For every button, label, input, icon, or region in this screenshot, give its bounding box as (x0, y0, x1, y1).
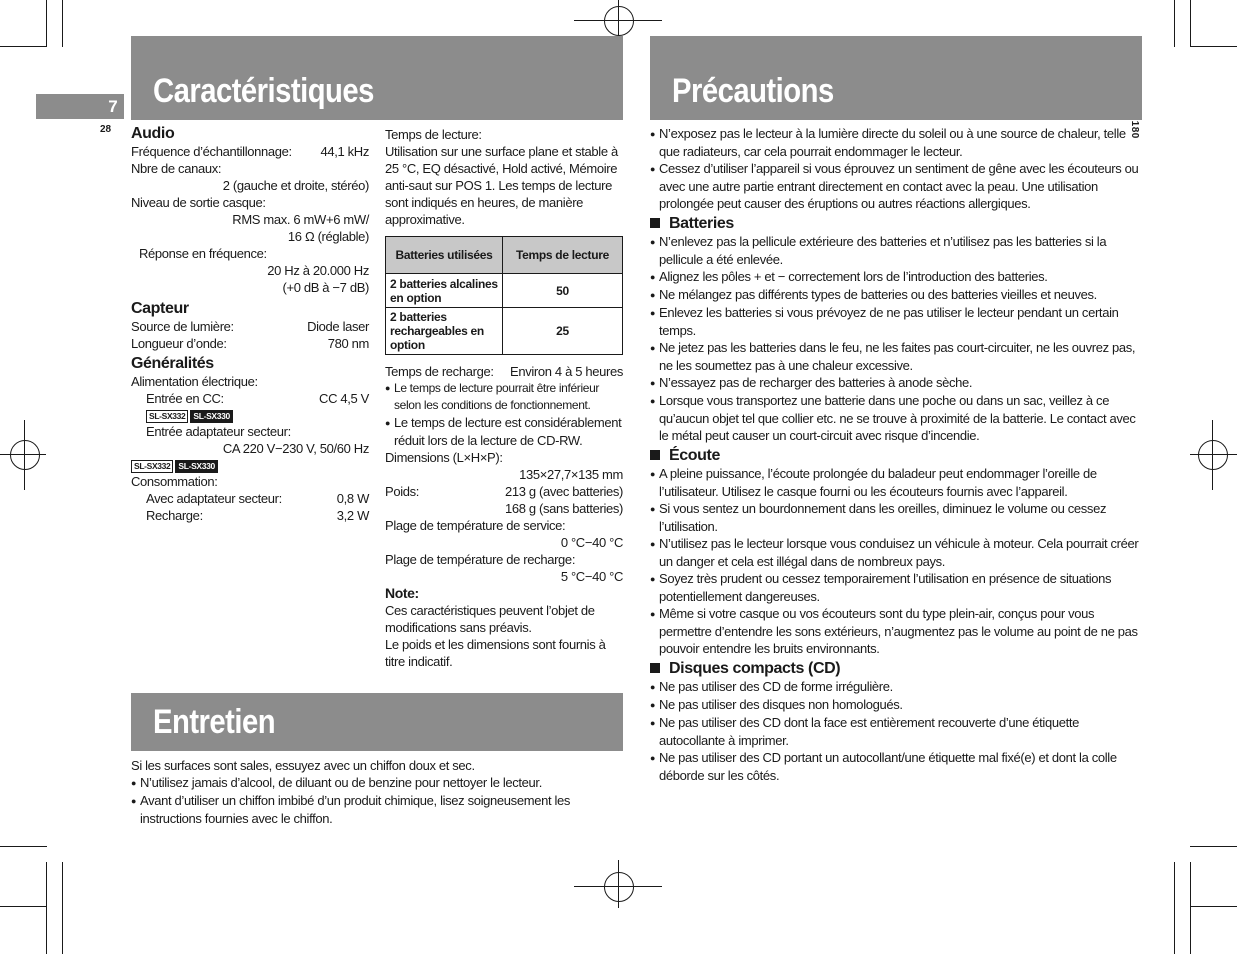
crop-mark (1190, 46, 1237, 47)
table-cell: 2 batteries rechargeables en option (386, 308, 503, 355)
spec-value: 44,1 kHz (320, 144, 369, 159)
section-title: Caractéristiques (153, 72, 374, 110)
spec-value: 5 °C−40 °C (560, 569, 623, 584)
list-item: ● Même si votre casque ou vos écouteurs sont du type plein-air, conçus pour vous permettre d’entendre les sons extérieurs, n’augmentez pas le volume au point de ne pas pouvoir entendre les bruits environnants. (650, 605, 1144, 657)
playtime-table (385, 236, 623, 355)
spec-label: Poids: (385, 484, 420, 499)
spec-label: Entrée en CC: (146, 391, 224, 406)
list-item: ● Soyez très prudent ou cessez temporairement l’utilisation en présence de situations potentiellement dangereuses. (650, 570, 1144, 605)
crop-mark (0, 906, 47, 907)
list-item: ● Cessez d’utiliser l’appareil si vous éprouvez un sentiment de gêne avec les écouteurs ou avec une autre partie entrant directement en contact avec la peau. Une utilisation prolongée peut causer des éruptions ou autres réactions allergiques. (650, 160, 1144, 212)
list-item: ● Ne pas utiliser des CD dont la face est entièrement recouverte d’une étiquette autocollante à imprimer. (650, 714, 1144, 749)
spec-value: 168 g (sans batteries) (504, 501, 623, 516)
model-tag: SL-SX330 (190, 410, 232, 423)
spec-value: 3,2 W (336, 508, 369, 523)
spec-label: Plage de température de service: (385, 518, 566, 533)
list-item: ● N’enlevez pas la pellicule extérieure des batteries et n’utilisez pas les batteries si la pellicule a été enlevée. (650, 233, 1144, 268)
list-item: ● N’essayez pas de recharger des batteries à anode sèche. (650, 374, 1144, 392)
model-tag: SL-SX332 (131, 460, 173, 473)
spec-row (131, 143, 369, 160)
spec-label: Réponse en fréquence: (139, 246, 267, 261)
specs-column-2 (385, 126, 623, 670)
cd-heading (650, 659, 1144, 678)
table-header: Batteries utilisées (386, 237, 503, 274)
registration-line (1212, 420, 1213, 490)
crop-mark (62, 0, 63, 47)
registration-line (24, 420, 25, 490)
spec-label: Niveau de sortie casque: (131, 195, 266, 210)
registration-mark (604, 872, 634, 902)
section-title: Entretien (153, 703, 276, 741)
note-text: Le poids et les dimensions sont fournis à titre indicatif. (385, 637, 606, 669)
list-item: ● Lorsque vous transportez une batterie dans une poche ou dans un sac, veillez à ce qu’aucun objet tel que collier etc. ne se trouve à proximité de la batterie. Le contact avec le métal peut causer un court-circuit avec risque d’incendie. (650, 392, 1144, 444)
section-title: Précautions (672, 72, 834, 110)
model-tag: SL-SX330 (175, 460, 217, 473)
list-item: ● Avant d’utiliser un chiffon imbibé d’un produit chimique, lisez soigneusement les instructions fournies avec le chiffon. (131, 792, 623, 827)
spec-value: CC 4,5 V (319, 391, 369, 406)
registration-mark (10, 440, 40, 470)
spec-row (131, 490, 369, 507)
spec-value: 780 nm (327, 336, 369, 351)
crop-mark (46, 0, 47, 47)
spec-label: Avec adaptateur secteur: (146, 491, 282, 506)
spec-label: Consommation: (131, 474, 218, 489)
crop-mark (0, 46, 47, 47)
spec-value: 16 Ω (réglable) (287, 229, 369, 244)
registration-line (1190, 454, 1237, 455)
note-text: Ces caractéristiques peuvent l’objet de modifications sans préavis. (385, 603, 595, 635)
playtime-note: ● Le temps de lecture pourrait être inférieur selon les conditions de fonctionnement. (385, 380, 623, 414)
spec-row (131, 318, 369, 335)
crop-mark (62, 862, 63, 954)
spec-row (131, 507, 369, 524)
crop-mark (1190, 862, 1191, 954)
list-item: ● Ne pas utiliser des disques non homologués. (650, 696, 1144, 714)
crop-mark (1190, 846, 1237, 847)
spec-value: 2 (gauche et droite, stéréo) (222, 178, 369, 193)
entretien-intro: Si les surfaces sont sales, essuyez avec un chiffon doux et sec. (131, 758, 475, 773)
spec-value: 213 g (avec batteries) (504, 484, 623, 499)
playtime-label: Temps de lecture: (385, 127, 482, 142)
crop-mark (1190, 0, 1191, 47)
registration-mark (1198, 440, 1228, 470)
table-cell: 50 (503, 274, 623, 308)
table-cell: 2 batteries alcalines en option (386, 274, 503, 308)
table-row (386, 274, 623, 308)
spec-value: 0,8 W (336, 491, 369, 506)
playtime-note: ● Le temps de lecture est considérablement réduit lors de la lecture de CD-RW. (385, 414, 623, 449)
list-item: ● N’exposez pas le lecteur à la lumière directe du soleil ou à une source de chaleur, telle que radiateurs, car cela pourrait endommager le lecteur. (650, 125, 1144, 160)
square-bullet-icon (650, 218, 660, 228)
spec-value: 0 °C−40 °C (560, 535, 623, 550)
model-tags (131, 457, 369, 473)
spec-value: 135×27,7×135 mm (519, 467, 623, 482)
crop-mark (0, 846, 47, 847)
audio-heading: Audio (131, 125, 175, 142)
spec-label: Entrée adaptateur secteur: (146, 424, 291, 439)
list-item: ● Ne pas utiliser des CD portant un autocollant/une étiquette mal fixé(e) et dont la colle déborde sur les côtés. (650, 749, 1144, 784)
crop-mark (1174, 862, 1175, 954)
registration-mark (604, 6, 634, 36)
spec-value: 20 Hz à 20.000 Hz (267, 263, 369, 278)
batteries-heading (650, 214, 1144, 233)
generalites-heading: Généralités (131, 355, 214, 372)
spec-value: CA 220 V−230 V, 50/60 Hz (222, 441, 369, 456)
spec-row (131, 390, 369, 407)
square-bullet-icon (650, 663, 660, 673)
capteur-heading: Capteur (131, 300, 189, 317)
model-tags (131, 407, 369, 423)
list-item: ● Alignez les pôles + et − correctement lors de l’introduction des batteries. (650, 268, 1144, 286)
crop-mark (1174, 0, 1175, 47)
spec-row (385, 363, 623, 380)
ecoute-heading (650, 446, 1144, 465)
note-heading: Note: (385, 585, 419, 601)
registration-line (618, 860, 619, 908)
list-item: ● Ne pas utiliser des CD de forme irrégulière. (650, 678, 1144, 696)
list-item: ● Enlevez les batteries si vous prévoyez de ne pas utiliser le lecteur pendant un certain temps. (650, 304, 1144, 339)
registration-line (0, 454, 46, 455)
list-item: ● Ne jetez pas les batteries dans le feu, ne les faites pas court-circuiter, ne les ouvrez pas, ne les soumettez pas à une chaleur excessive. (650, 339, 1144, 374)
spec-value: Diode laser (307, 319, 369, 334)
spec-value: (+0 dB à −7 dB) (282, 280, 369, 295)
crop-mark (1190, 906, 1237, 907)
spec-value: Environ 4 à 5 heures (510, 364, 623, 379)
list-item: ● N’utilisez jamais d’alcool, de diluant ou de benzine pour nettoyer le lecteur. (131, 774, 623, 792)
spec-label: Nbre de canaux: (131, 161, 222, 176)
spec-label: Recharge: (146, 508, 203, 523)
banner-entretien (131, 693, 623, 751)
spec-label: Alimentation électrique: (131, 374, 258, 389)
spec-label: Longueur d’onde: (131, 336, 227, 351)
list-item: ● Si vous sentez un bourdonnement dans les oreilles, diminuez le volume ou cessez l’utilisation. (650, 500, 1144, 535)
banner-precautions (650, 36, 1142, 120)
playtime-text: Utilisation sur une surface plane et stable à 25 °C, EQ désactivé, Hold activé, Mémoire anti-saut sur POS 1. Les temps de lecture sont indiqués en heures, de manière approximative. (385, 144, 618, 227)
spec-label: Source de lumière: (131, 319, 234, 334)
table-cell: 25 (503, 308, 623, 355)
table-header-row (386, 237, 623, 274)
model-tag: SL-SX332 (146, 410, 188, 423)
spec-label: Dimensions (L×H×P): (385, 450, 503, 465)
spec-row (385, 483, 623, 500)
page-number: 7 (108, 97, 118, 116)
spec-value: RMS max. 6 mW+6 mW/ (232, 212, 369, 227)
entretien-body (131, 757, 623, 827)
heading-text: Batteries (669, 215, 734, 232)
table-header: Temps de lecture (503, 237, 623, 274)
banner-caracteristiques (131, 36, 623, 120)
page-sub-number: 28 (100, 124, 112, 135)
spec-label: Temps de recharge: (385, 364, 494, 379)
table-row (386, 308, 623, 355)
precautions-body (650, 125, 1144, 784)
square-bullet-icon (650, 450, 660, 460)
spec-label: Plage de température de recharge: (385, 552, 576, 567)
list-item: ● A pleine puissance, l’écoute prolongée du baladeur peut endommager l’oreille de l’utilisateur. Utilisez le casque fourni ou les écouteurs fournis avec l’appareil. (650, 465, 1144, 500)
list-item: ● Ne mélangez pas différents types de batteries ou des batteries vieilles et neuves. (650, 286, 1144, 304)
heading-text: Écoute (669, 447, 720, 464)
heading-text: Disques compacts (CD) (669, 660, 841, 677)
spec-label: Fréquence d’échantillonnage: (131, 144, 292, 159)
list-item: ● N’utilisez pas le lecteur lorsque vous conduisez un véhicule à moteur. Cela pourrait créer un danger et cela est illégal dans de nombreux pays. (650, 535, 1144, 570)
crop-mark (46, 862, 47, 954)
specs-column-1 (131, 124, 369, 524)
spec-row (131, 335, 369, 352)
